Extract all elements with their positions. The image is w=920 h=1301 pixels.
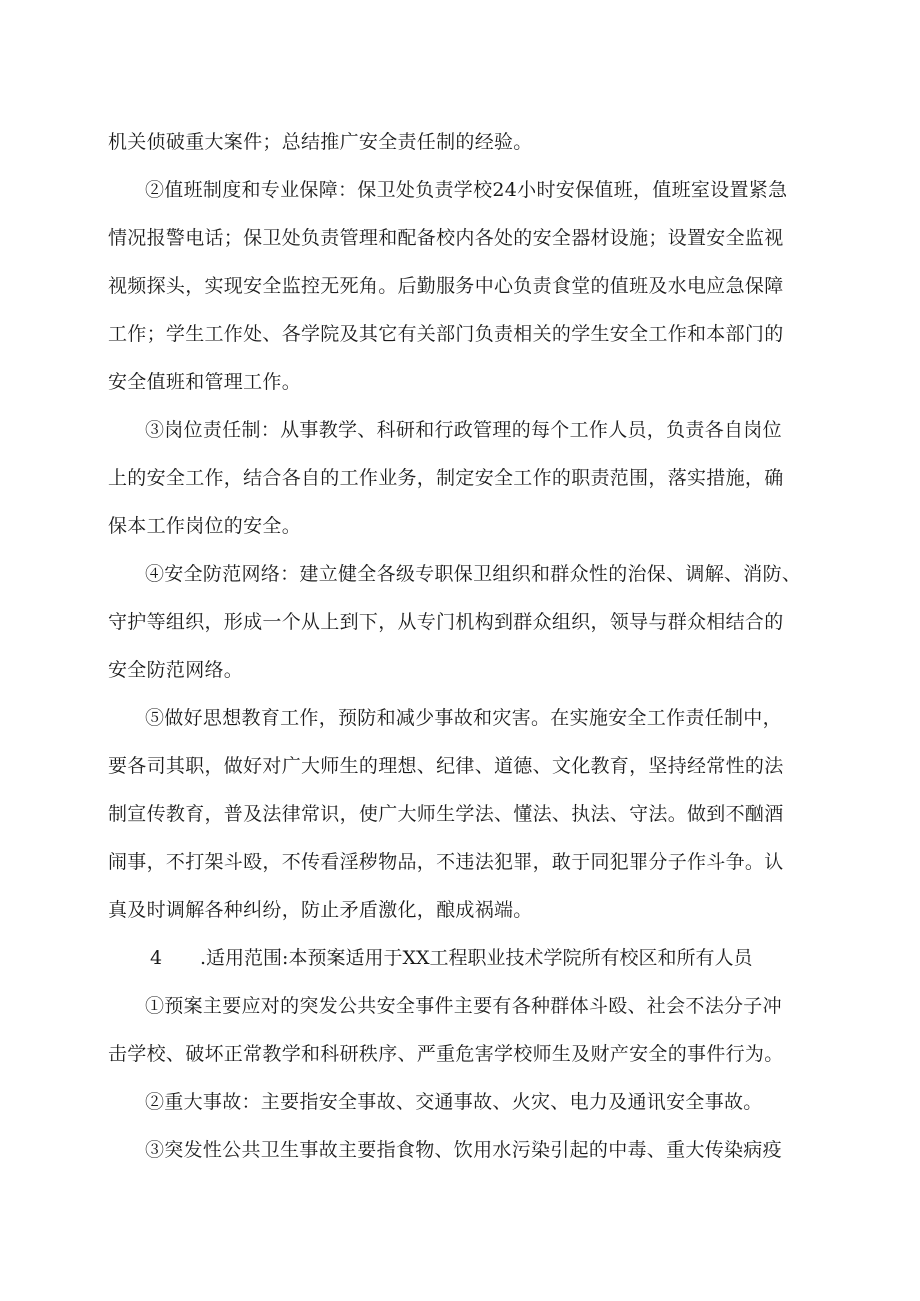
paragraph-line: 守护等组织，形成一个从上到下，从专门机构到群众组织，领导与群众相结合的	[108, 611, 784, 633]
paragraph-line: 真及时调解各种纠纷，防止矛盾激化，酿成祸端。	[108, 899, 533, 921]
paragraph-line: ④安全防范网络：建立健全各级专职保卫组织和群众性的治保、调解、消防、	[145, 563, 802, 585]
paragraph-line: 保本工作岗位的安全。	[108, 515, 302, 537]
paragraph-line: 安全防范网络。	[108, 659, 244, 681]
paragraph-line: 视频探头，实现安全监控无死角。后勤服务中心负责食堂的值班及水电应急保障	[108, 275, 784, 297]
paragraph-line: 击学校、破坏正常教学和科研秩序、严重危害学校师生及财产安全的事件行为。	[108, 1043, 784, 1065]
paragraph-line: ③岗位责任制：从事教学、科研和行政管理的每个工作人员，负责各自岗位	[145, 419, 782, 441]
paragraph-line: ②值班制度和专业保障：保卫处负责学校24小时安保值班，值班室设置紧急	[145, 179, 788, 201]
paragraph-line: 闹事，不打架斗殴，不传看淫秽物品，不违法犯罪，敢于同犯罪分子作斗争。认	[108, 851, 784, 873]
paragraph-line: 工作；学生工作处、各学院及其它有关部门负责相关的学生安全工作和本部门的	[108, 323, 784, 345]
paragraph-line: ③突发性公共卫生事故主要指食物、饮用水污染引起的中毒、重大传染病疫	[145, 1139, 782, 1161]
paragraph-line: 要各司其职，做好对广大师生的理想、纪律、道德、文化教育，坚持经常性的法	[108, 755, 784, 777]
paragraph-line: ⑤做好思想教育工作，预防和减少事故和灾害。在实施安全工作责任制中，	[145, 707, 782, 729]
paragraph-line: 制宣传教育，普及法律常识，使广大师生学法、懂法、执法、守法。做到不酗酒	[108, 803, 784, 825]
paragraph-line: ②重大事故：主要指安全事故、交通事故、火灾、电力及通讯安全事故。	[145, 1091, 763, 1113]
paragraph-line: 情况报警电话；保卫处负责管理和配备校内各处的安全器材设施；设置安全监视	[108, 227, 784, 249]
paragraph-line: 机关侦破重大案件；总结推广安全责任制的经验。	[108, 131, 533, 153]
section-heading: .适用范围:本预案适用于XX工程职业技术学院所有校区和所有人员	[200, 947, 753, 969]
paragraph-line: 上的安全工作，结合各自的工作业务，制定安全工作的职责范围，落实措施，确	[108, 467, 784, 489]
paragraph-line: 安全值班和管理工作。	[108, 371, 302, 393]
section-number: 4	[150, 947, 163, 969]
paragraph-line: ①预案主要应对的突发公共安全事件主要有各种群体斗殴、社会不法分子冲	[145, 995, 782, 1017]
